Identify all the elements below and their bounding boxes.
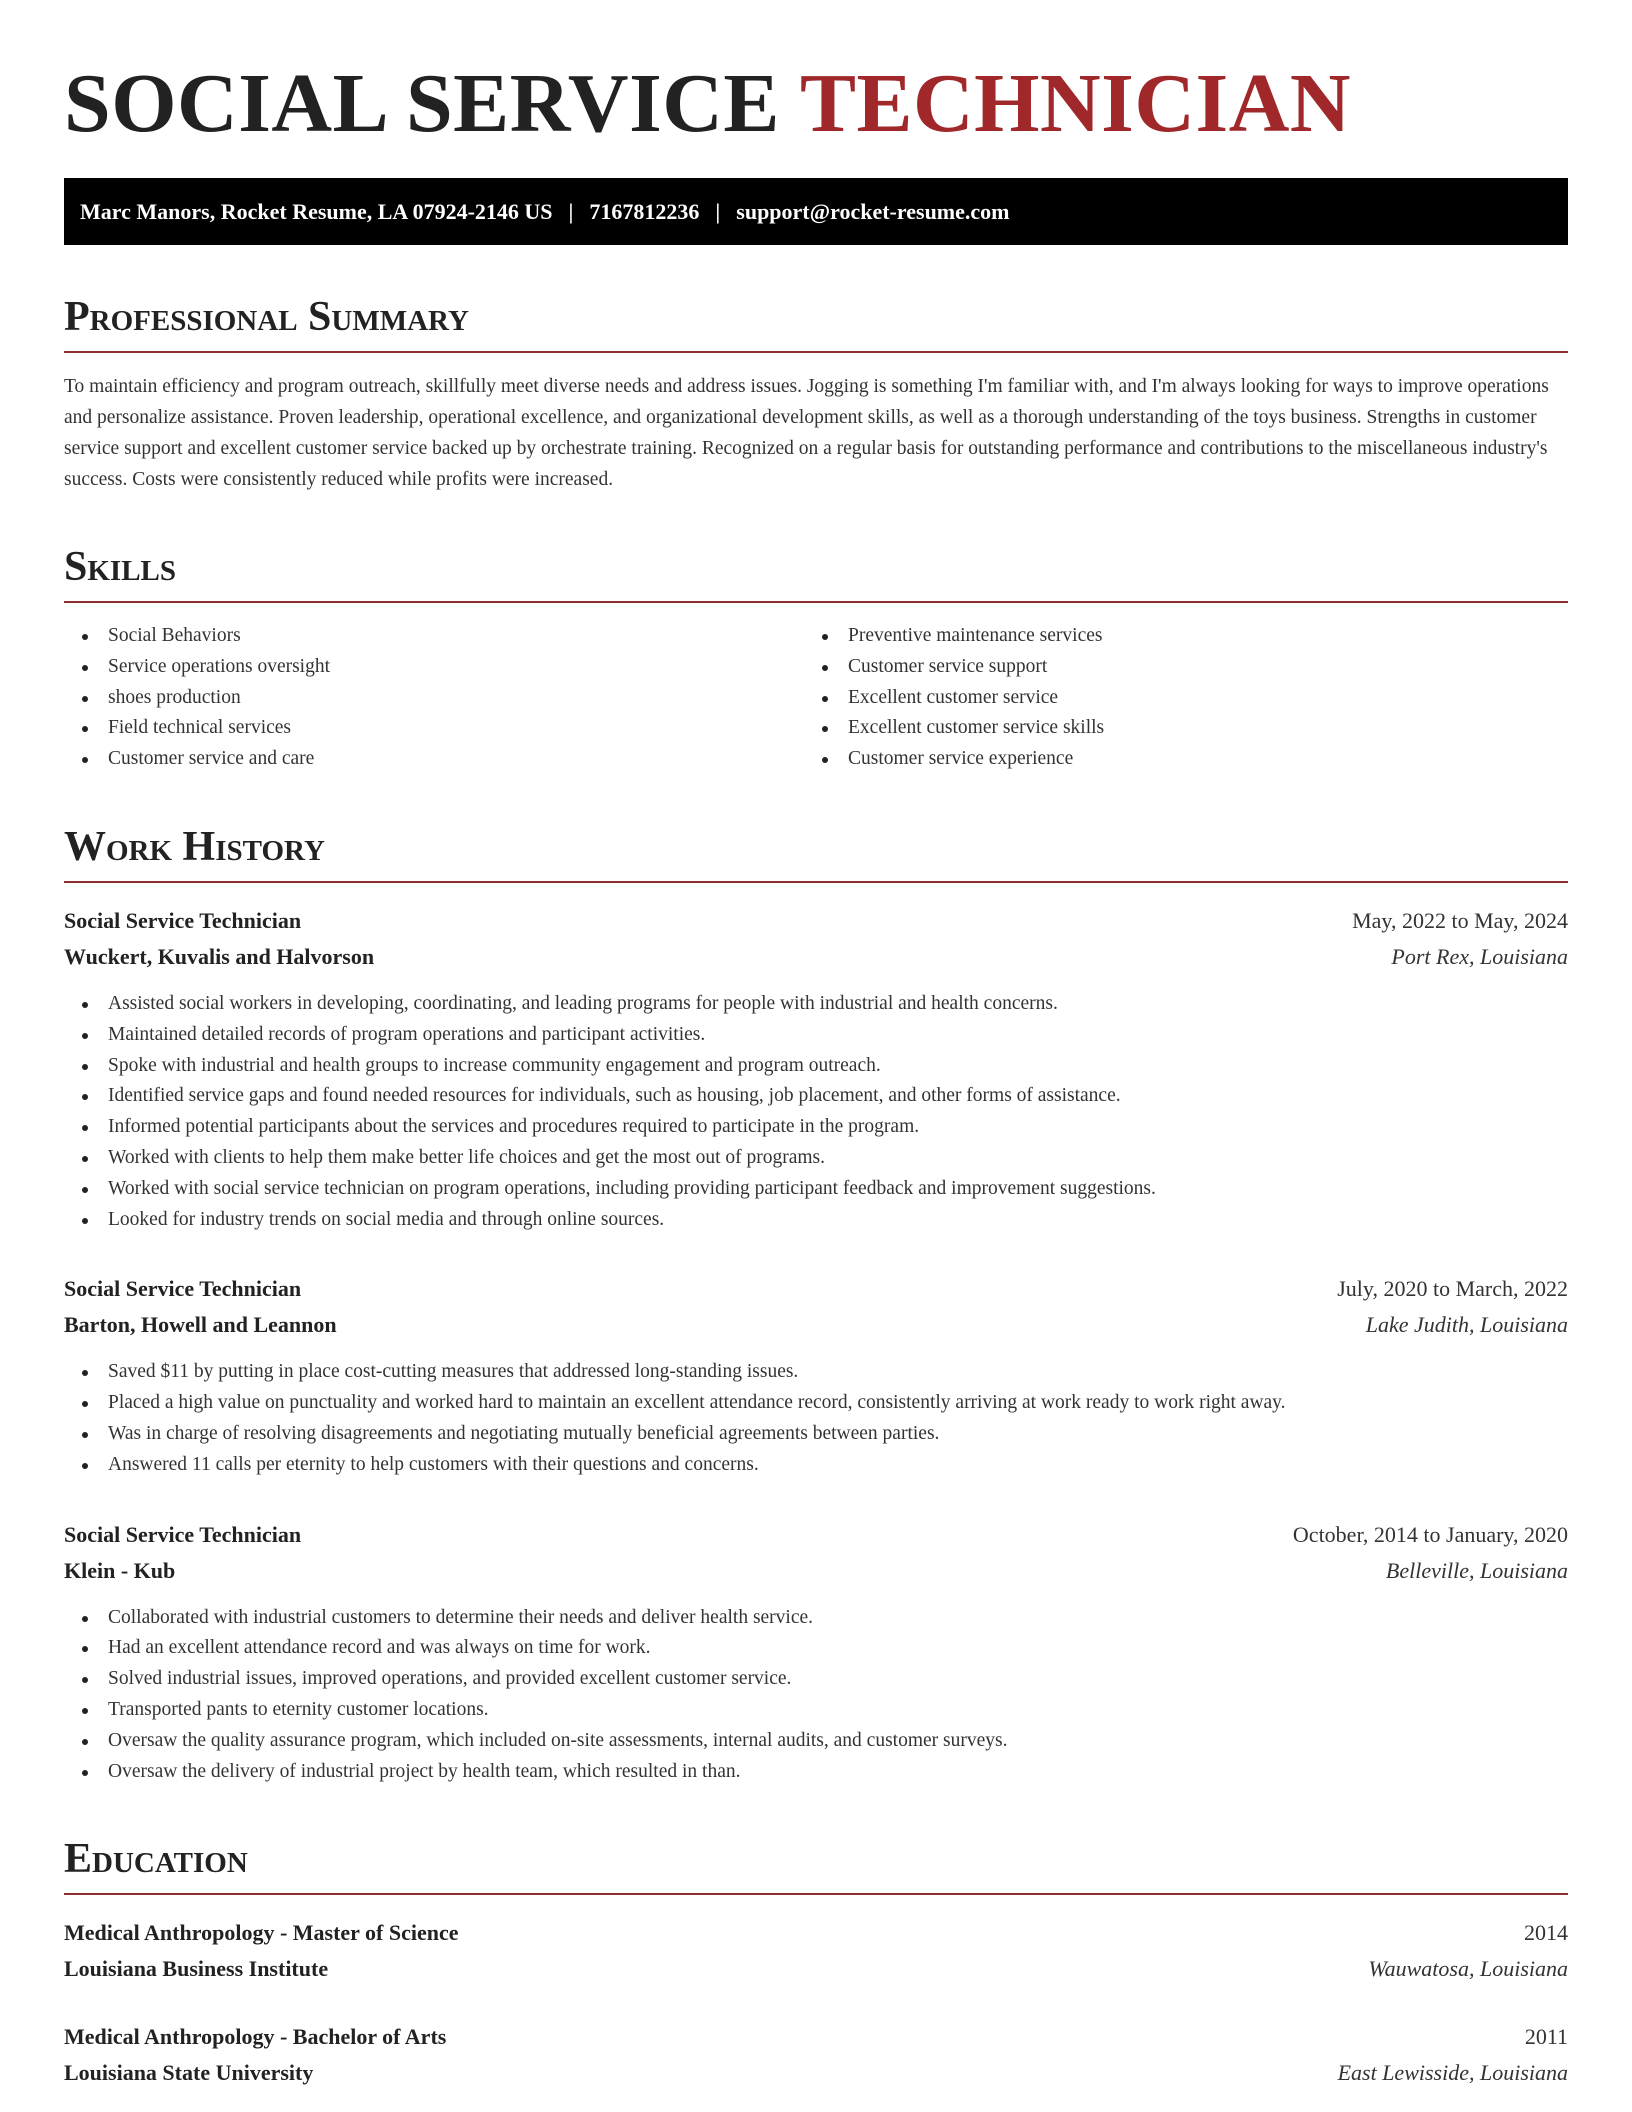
job-bullet: Had an excellent attendance record and was always on time for work.	[64, 1633, 1568, 1664]
education-degree: Medical Anthropology - Master of Science	[64, 1920, 459, 1946]
job-bullet: Solved industrial issues, improved operations, and provided excellent customer service.	[64, 1664, 1568, 1695]
contact-phone: 7167812236	[589, 198, 700, 224]
job-location: Lake Judith, Louisiana	[1365, 1312, 1568, 1338]
job-bullets	[64, 989, 1568, 1235]
skill-item: Field technical services	[64, 713, 804, 744]
job-header-row	[64, 1271, 1568, 1307]
education-year: 2011	[1524, 2024, 1568, 2050]
job-location: Belleville, Louisiana	[1385, 1557, 1568, 1583]
job-bullet: Answered 11 calls per eternity to help customers with their questions and concerns.	[64, 1450, 1568, 1481]
skills-list	[64, 621, 1568, 775]
education-location: Wauwatosa, Louisiana	[1368, 1956, 1568, 1982]
job-company-row	[64, 939, 1568, 975]
contact-separator: |	[568, 198, 574, 224]
job-bullet: Saved $11 by putting in place cost-cutting measures that addressed long-standing issues.	[64, 1357, 1568, 1388]
education-degree-row	[64, 1915, 1568, 1951]
job-title: Social Service Technician	[64, 907, 302, 933]
education-degree-row	[64, 2019, 1568, 2055]
education-school: Louisiana State University	[64, 2060, 314, 2086]
skill-item: Customer service experience	[804, 744, 1544, 775]
contact-bar	[64, 178, 1568, 245]
education-entry	[64, 1915, 1568, 1987]
summary-text: To maintain efficiency and program outreach, skillfully meet diverse needs and address issues. Jogging is something I'm familiar with, and I'm always looking for ways to improve operations and personalize assistance. Proven leadership, operational excellence, and organizational development skills, as well as a thorough understanding of the toys business. Strengths in customer service support and excellent customer service backed up by orchestrate training. Recognized on a regular basis for outstanding performance and contributions to the miscellaneous industry's success. Costs were consistently reduced while profits were increased.	[64, 376, 1549, 490]
skill-item: Excellent customer service	[804, 683, 1544, 714]
contact-address: Marc Manors, Rocket Resume, LA 07924-2146 US	[80, 198, 553, 224]
resume-title	[64, 56, 1568, 152]
job-bullet: Collaborated with industrial customers to determine their needs and deliver health service.	[64, 1603, 1568, 1634]
skill-item: Customer service support	[804, 652, 1544, 683]
job-entry	[64, 1517, 1568, 1788]
job-bullet: Assisted social workers in developing, coordinating, and leading programs for people with industrial and health concerns.	[64, 989, 1568, 1020]
job-entry	[64, 903, 1568, 1235]
job-bullet: Maintained detailed records of program operations and participant activities.	[64, 1020, 1568, 1051]
job-company: Wuckert, Kuvalis and Halvorson	[64, 943, 375, 969]
job-bullet: Was in charge of resolving disagreements and negotiating mutually beneficial agreements between parties.	[64, 1419, 1568, 1450]
job-bullet: Identified service gaps and found needed resources for individuals, such as housing, job placement, and other forms of assistance.	[64, 1081, 1568, 1112]
job-header-row	[64, 1517, 1568, 1553]
job-entry	[64, 1271, 1568, 1480]
job-company: Barton, Howell and Leannon	[64, 1312, 337, 1338]
job-company-row	[64, 1307, 1568, 1343]
education-school-row	[64, 1951, 1568, 1987]
education-heading: Education	[64, 1835, 1568, 1895]
skill-item: Social Behaviors	[64, 621, 804, 652]
education-degree: Medical Anthropology - Bachelor of Arts	[64, 2024, 447, 2050]
job-company-row	[64, 1553, 1568, 1589]
job-header-row	[64, 903, 1568, 939]
skills-column-left	[64, 621, 804, 775]
job-dates: May, 2022 to May, 2024	[1352, 907, 1568, 933]
job-bullets	[64, 1603, 1568, 1788]
work-history-heading: Work History	[64, 823, 1568, 883]
contact-email: support@rocket-resume.com	[736, 198, 1010, 224]
skills-column-right	[804, 621, 1544, 775]
contact-separator: |	[715, 198, 721, 224]
job-bullet: Oversaw the quality assurance program, which included on-site assessments, internal audits, and customer surveys.	[64, 1726, 1568, 1757]
job-dates: October, 2014 to January, 2020	[1292, 1521, 1568, 1547]
title-accent: TECHNICIAN	[799, 57, 1352, 150]
education-school: Louisiana Business Institute	[64, 1956, 329, 1982]
skill-item: Service operations oversight	[64, 652, 804, 683]
title-role: SOCIAL SERVICE	[64, 57, 780, 150]
skill-item: shoes production	[64, 683, 804, 714]
job-bullet: Informed potential participants about the services and procedures required to participate in the program.	[64, 1112, 1568, 1143]
job-dates: July, 2020 to March, 2022	[1337, 1276, 1568, 1302]
job-bullet: Transported pants to eternity customer locations.	[64, 1695, 1568, 1726]
education-location: East Lewisside, Louisiana	[1337, 2060, 1568, 2086]
job-bullet: Worked with clients to help them make better life choices and get the most out of programs.	[64, 1143, 1568, 1174]
job-location: Port Rex, Louisiana	[1391, 943, 1568, 969]
education-school-row	[64, 2055, 1568, 2091]
summary-heading: Professional Summary	[64, 293, 1568, 353]
job-bullets	[64, 1357, 1568, 1480]
job-company: Klein - Kub	[64, 1557, 176, 1583]
skill-item: Excellent customer service skills	[804, 713, 1544, 744]
skill-item: Customer service and care	[64, 744, 804, 775]
education-entry	[64, 2019, 1568, 2091]
skill-item: Preventive maintenance services	[804, 621, 1544, 652]
skills-heading: Skills	[64, 543, 1568, 603]
job-title: Social Service Technician	[64, 1521, 302, 1547]
job-bullet: Worked with social service technician on program operations, including providing participant feedback and improvement suggestions.	[64, 1174, 1568, 1205]
job-title: Social Service Technician	[64, 1276, 302, 1302]
job-bullet: Looked for industry trends on social media and through online sources.	[64, 1205, 1568, 1236]
education-year: 2014	[1524, 1920, 1568, 1946]
job-bullet: Oversaw the delivery of industrial project by health team, which resulted in than.	[64, 1757, 1568, 1788]
job-bullet: Placed a high value on punctuality and worked hard to maintain an excellent attendance record, consistently arriving at work ready to work right away.	[64, 1388, 1568, 1419]
job-bullet: Spoke with industrial and health groups to increase community engagement and program outreach.	[64, 1051, 1568, 1082]
